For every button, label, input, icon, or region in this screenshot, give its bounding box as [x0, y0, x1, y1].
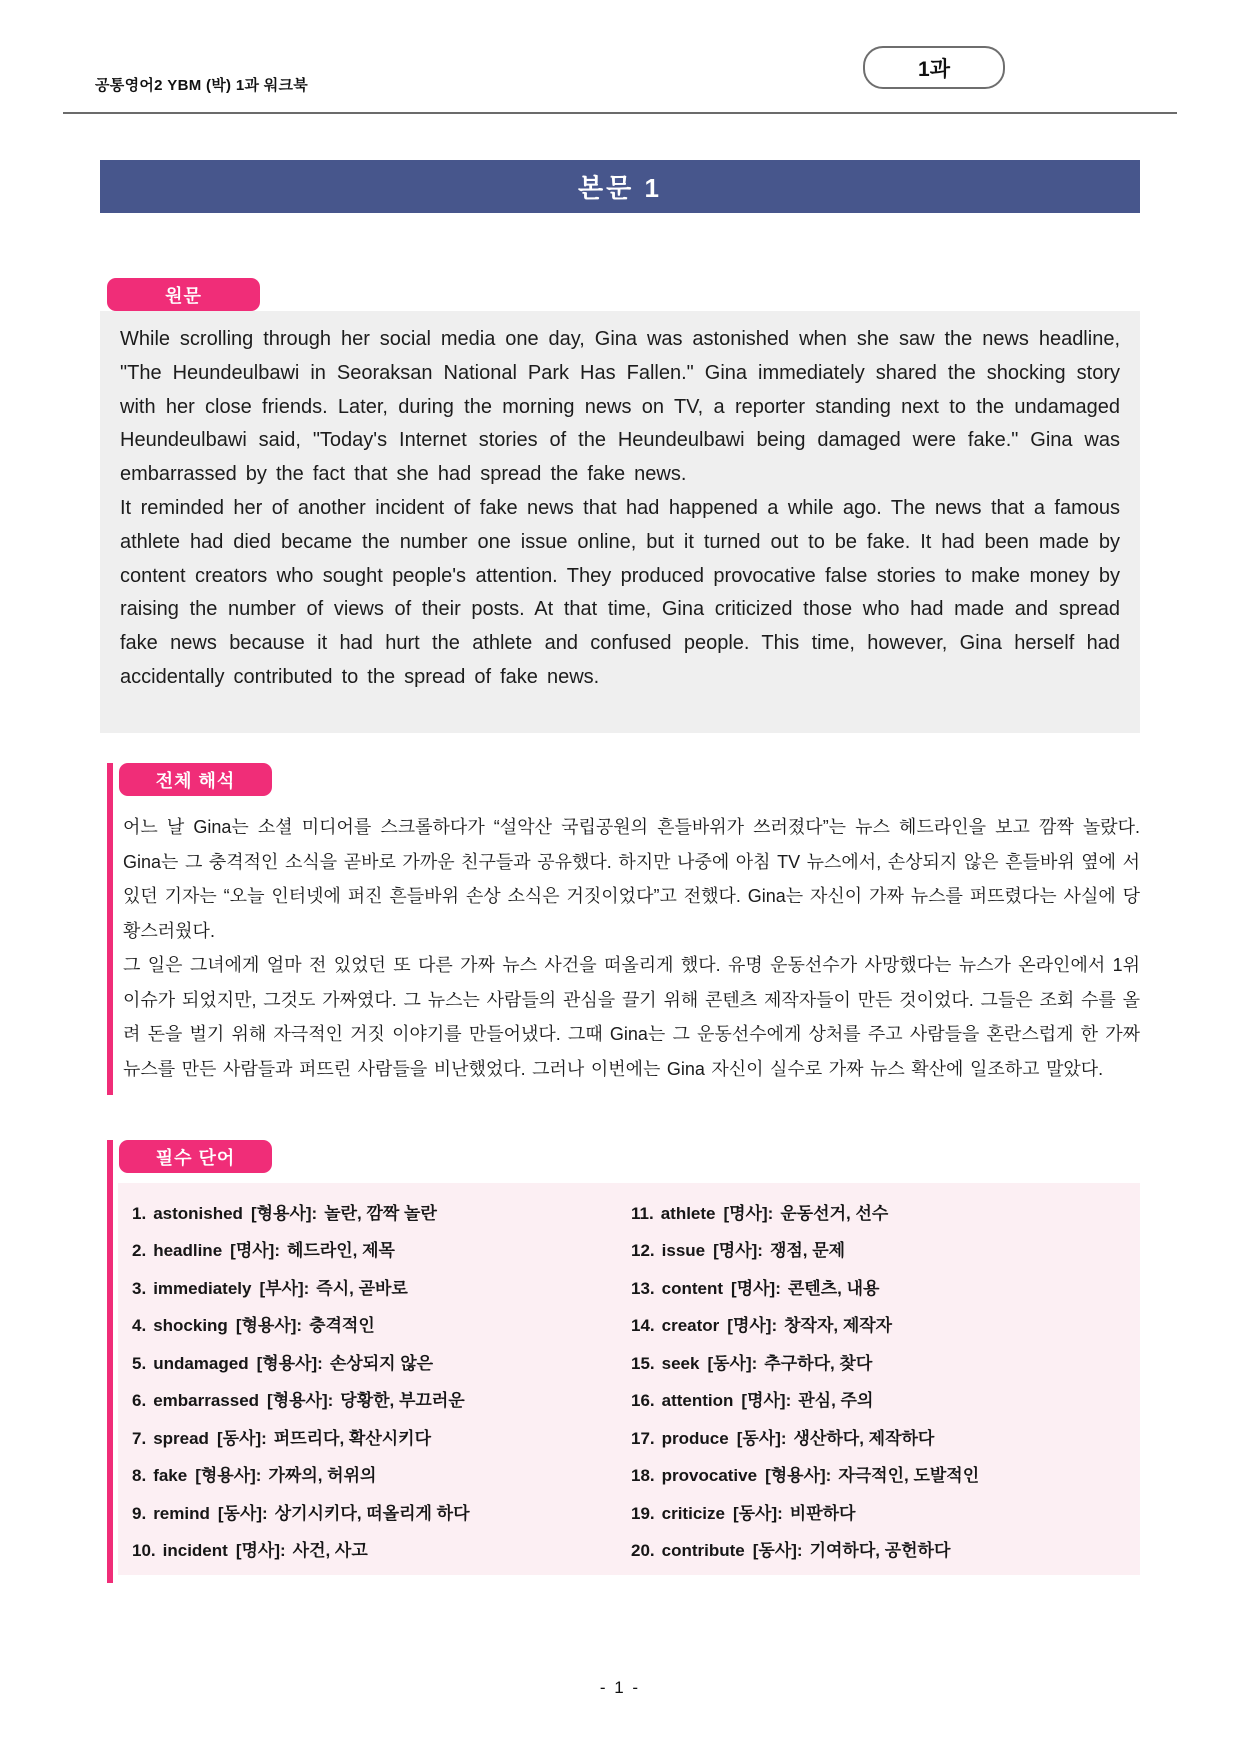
vocab-pos: [형용사]: — [765, 1466, 832, 1486]
source-section-badge — [107, 278, 260, 311]
vocab-meaning: 창작자, 제작자 — [784, 1316, 893, 1336]
vocab-meaning: 콘텐츠, 내용 — [787, 1278, 880, 1298]
vocab-word: contribute — [661, 1540, 745, 1560]
vocab-meaning: 상기시키다, 떠올리게 하다 — [274, 1503, 470, 1523]
source-badge-label: 원문 — [165, 285, 202, 306]
vocab-word: remind — [153, 1503, 210, 1523]
vocab-pos: [동사]: — [752, 1540, 803, 1560]
vocab-pos: [명사]: — [723, 1204, 774, 1223]
section-banner-title: 본문 1 — [578, 173, 662, 203]
vocab-badge-label: 필수 단어 — [155, 1147, 236, 1168]
vocab-word: headline — [153, 1241, 223, 1261]
vocab-meaning: 비판하다 — [789, 1503, 856, 1523]
lesson-badge-label: 1과 — [918, 57, 950, 81]
vocab-num: 12. — [631, 1241, 655, 1261]
vocab-item — [631, 1199, 1130, 1224]
vocab-num: 4. — [132, 1316, 147, 1336]
vocab-meaning: 놀란, 깜짝 놀란 — [324, 1204, 437, 1223]
vocab-meaning: 충격적인 — [309, 1316, 375, 1336]
vocab-item — [631, 1424, 1130, 1449]
vocab-meaning: 관심, 주의 — [798, 1391, 874, 1411]
vocab-section-badge — [119, 1140, 272, 1173]
vocab-num: 18. — [631, 1466, 655, 1486]
vocab-num: 10. — [132, 1540, 156, 1560]
vocab-word: produce — [661, 1428, 729, 1448]
vocab-word: astonished — [153, 1204, 243, 1223]
vocab-item — [631, 1349, 1130, 1374]
vocab-num: 13. — [631, 1278, 655, 1298]
vocab-word: shocking — [153, 1316, 228, 1336]
vocab-num: 6. — [132, 1391, 147, 1411]
vocab-num: 7. — [132, 1428, 147, 1448]
vocab-word: athlete — [660, 1204, 716, 1223]
vocab-num: 2. — [132, 1241, 147, 1261]
vocab-meaning: 사건, 사고 — [292, 1540, 368, 1560]
section-banner — [100, 160, 1140, 213]
source-paragraph: While scrolling through her social media one day, Gina was astonished when she saw the news headline, "The Heundeulbawi in Seoraksan National Park Has Fallen." Gina immediately shared the shocking story with her close friends. Later, during the morning news on TV, a reporter standing next to the undamaged Heundeulbawi said, "Today's Internet stories of the Heundeulbawi being damaged were fake." Gina was embarrassed by the fact that she had spread the fake news. — [120, 328, 1120, 486]
vocab-num: 8. — [132, 1466, 147, 1486]
vocab-item — [132, 1274, 631, 1299]
vocab-pos: [명사]: — [713, 1241, 763, 1261]
vocab-word: fake — [153, 1466, 188, 1486]
vocab-word: creator — [661, 1316, 720, 1336]
vocab-item — [132, 1236, 631, 1261]
vocab-item — [631, 1536, 1130, 1561]
vocab-meaning: 손상되지 않은 — [329, 1353, 434, 1373]
vocab-item — [132, 1424, 631, 1449]
vocab-pos: [명사]: — [727, 1316, 778, 1336]
page-number: - 1 - — [599, 1678, 641, 1697]
translation-paragraph: 그 일은 그녀에게 얼마 전 있었던 또 다른 가짜 뉴스 사건을 떠올리게 했다. 유명 운동선수가 사망했다는 뉴스가 온라인에서 1위 이슈가 되었지만, 그것도 가짜였다. 그 뉴스는 사람들의 관심을 끌기 위해 콘텐츠 제작자들이 만든 것이었다. 그들은 조회 수를 올려 돈을 벌기 위해 자극적인 거짓 이야기를 만들어냈다. 그때 Gina는 그 운동선수에게 상처를 주고 사람들을 혼란스럽게 한 가짜 뉴스를 만든 사람들과 퍼뜨린 사람들을 비난했었다. 그러나 이번에는 Gina 자신이 실수로 가짜 뉴스 확산에 일조하고 말았다. — [123, 955, 1140, 1079]
vocab-item — [631, 1386, 1130, 1411]
vocab-item — [132, 1386, 631, 1411]
lesson-badge — [863, 46, 1005, 89]
vocab-meaning: 자극적인, 도발적인 — [838, 1466, 980, 1486]
vocab-pos: [동사]: — [707, 1353, 758, 1373]
doc-title: 공통영어2 YBM (박) 1과 워크북 — [95, 77, 309, 94]
vocab-num: 11. — [631, 1204, 654, 1223]
vocab-word: provocative — [661, 1466, 758, 1486]
vocab-meaning: 퍼뜨리다, 확산시키다 — [273, 1428, 432, 1448]
vocab-word: issue — [661, 1241, 706, 1261]
vocab-item — [631, 1311, 1130, 1336]
vocab-item — [132, 1461, 631, 1486]
vocab-column-left — [132, 1199, 631, 1561]
translation-paragraph: 어느 날 Gina는 소셜 미디어를 스크롤하다가 “설악산 국립공원의 흔들바위가 쓰러졌다”는 뉴스 헤드라인을 보고 깜짝 놀랐다. Gina는 그 충격적인 소식을 곧바로 가까운 친구들과 공유했다. 하지만 나중에 아침 TV 뉴스에서, 손상되지 않은 흔들바위 옆에 서 있던 기자는 “오늘 인터넷에 퍼진 흔들바위 손상 소식은 거짓이었다”고 전했다. Gina는 자신이 가짜 뉴스를 퍼뜨렸다는 사실에 당황스러웠다. — [123, 817, 1140, 941]
vocab-pos: [형용사]: — [267, 1391, 334, 1411]
vocab-item — [132, 1536, 631, 1561]
vocab-num: 9. — [132, 1503, 147, 1523]
vocab-num: 17. — [631, 1428, 655, 1448]
vocab-pos: [형용사]: — [195, 1466, 262, 1486]
vocab-num: 20. — [631, 1540, 655, 1560]
vocab-meaning: 당황한, 부끄러운 — [340, 1391, 465, 1411]
vocab-meaning: 가짜의, 허위의 — [268, 1466, 377, 1486]
vocab-item — [631, 1236, 1130, 1261]
translation-text-block — [123, 810, 1140, 1086]
vocab-num: 1. — [132, 1204, 147, 1223]
vocab-pos: [명사]: — [741, 1391, 792, 1411]
vocab-num: 14. — [631, 1316, 655, 1336]
vocab-item — [631, 1499, 1130, 1524]
vocab-pos: [동사]: — [736, 1428, 787, 1448]
vocab-word: criticize — [661, 1503, 725, 1523]
page-footer — [0, 1678, 1240, 1698]
vocab-meaning: 추구하다, 찾다 — [764, 1353, 873, 1373]
vocab-item — [132, 1499, 631, 1524]
vocab-pos: [명사]: — [235, 1540, 286, 1560]
vocab-pos: [동사]: — [732, 1503, 783, 1523]
vocab-word: incident — [162, 1540, 228, 1560]
vocab-item — [631, 1274, 1130, 1299]
vocab-num: 15. — [631, 1353, 655, 1373]
vocab-pos: [부사]: — [259, 1278, 310, 1298]
vocab-word: undamaged — [153, 1353, 249, 1373]
vocab-item — [132, 1199, 631, 1224]
vocab-meaning: 운동선거, 선수 — [780, 1204, 889, 1223]
vocab-item — [132, 1349, 631, 1374]
vocab-pos: [동사]: — [217, 1503, 268, 1523]
vocab-box — [118, 1183, 1140, 1575]
vocab-num: 3. — [132, 1278, 147, 1298]
translation-section-badge — [119, 763, 272, 796]
vocab-pos: [동사]: — [216, 1428, 267, 1448]
vocab-meaning: 생산하다, 제작하다 — [793, 1428, 935, 1448]
vocab-word: attention — [661, 1391, 734, 1411]
source-paragraph: It reminded her of another incident of fake news that had happened a while ago. The news that a famous athlete had died became the number one issue online, but it turned out to be fake. It had been made by content creators who sought people's attention. They produced provocative false stories to make money by raising the number of views of their posts. At that time, Gina criticized those who had made and spread fake news because it had hurt the athlete and confused people. This time, however, Gina herself had accidentally contributed to the spread of fake news. — [120, 496, 1120, 688]
vocab-accent-bar — [107, 1140, 113, 1583]
vocab-meaning: 즉시, 곧바로 — [316, 1278, 408, 1298]
vocab-meaning: 헤드라인, 제목 — [286, 1241, 395, 1261]
vocab-pos: [형용사]: — [256, 1353, 323, 1373]
vocab-word: embarrassed — [153, 1391, 260, 1411]
vocab-word: immediately — [153, 1278, 252, 1298]
header-divider — [63, 112, 1177, 114]
source-text-box — [100, 311, 1140, 733]
vocab-meaning: 기여하다, 공헌하다 — [809, 1540, 951, 1560]
vocab-num: 19. — [631, 1503, 655, 1523]
vocab-meaning: 쟁점, 문제 — [769, 1241, 846, 1261]
vocab-column-right — [631, 1199, 1130, 1561]
vocab-num: 5. — [132, 1353, 147, 1373]
vocab-pos: [명사]: — [230, 1241, 280, 1261]
vocab-pos: [형용사]: — [235, 1316, 303, 1336]
vocab-word: spread — [153, 1428, 209, 1448]
vocab-word: content — [661, 1278, 724, 1298]
translation-badge-label: 전체 해석 — [155, 770, 236, 791]
vocab-item — [132, 1311, 631, 1336]
vocab-num: 16. — [631, 1391, 655, 1411]
vocab-pos: [명사]: — [731, 1278, 781, 1298]
translation-accent-bar — [107, 763, 113, 1095]
vocab-item — [631, 1461, 1130, 1486]
vocab-pos: [형용사]: — [250, 1204, 318, 1223]
vocab-word: seek — [661, 1353, 700, 1373]
